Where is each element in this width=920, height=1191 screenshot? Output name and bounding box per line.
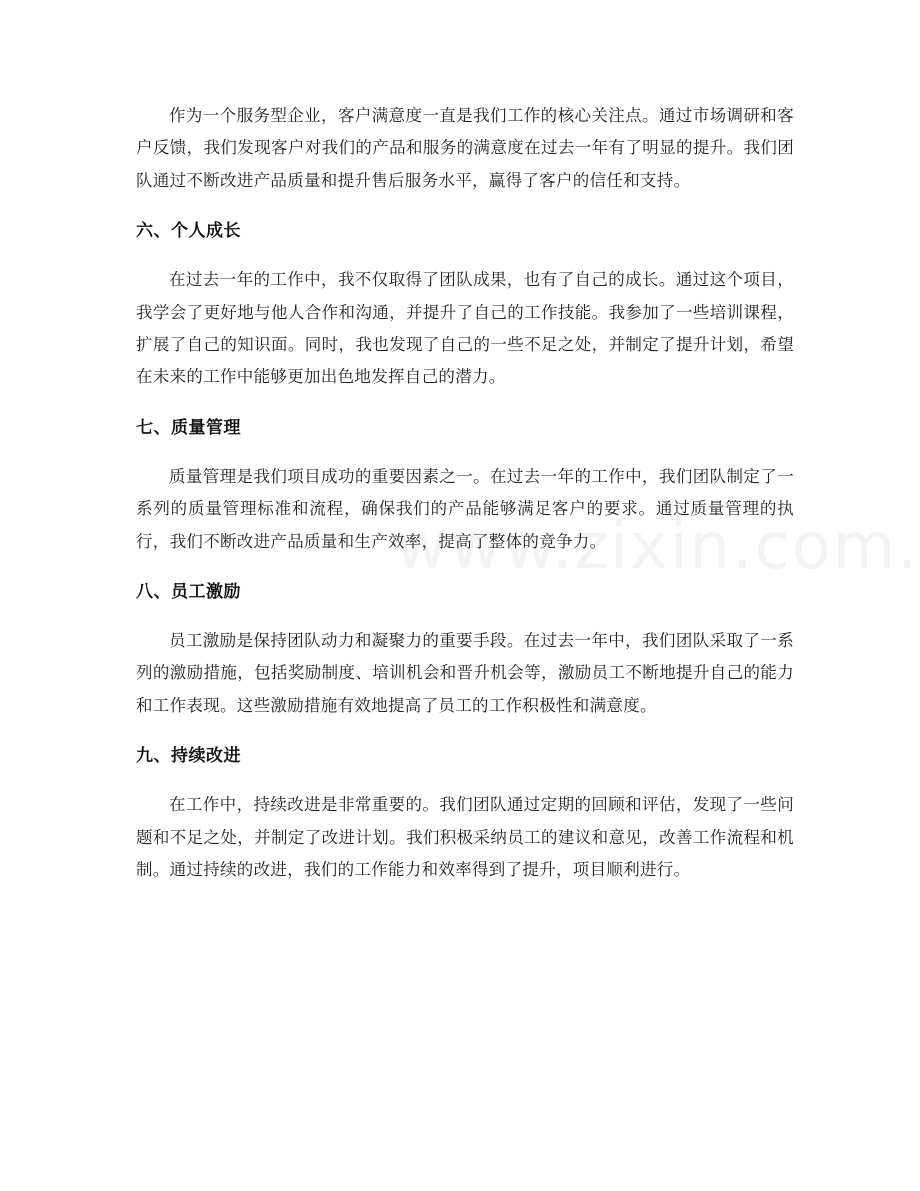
paragraph-employee-incentive: 员工激励是保持团队动力和凝聚力的重要手段。在过去一年中，我们团队采取了一系列的激励措施，包括奖励制度、培训机会和晋升机会等，激励员工不断地提升自己的能力和工作表现。这些激励措施有效地提高了员工的工作积极性和满意度。 xyxy=(136,631,794,715)
paragraph-quality-management: 质量管理是我们项目成功的重要因素之一。在过去一年的工作中，我们团队制定了一系列的质量管理标准和流程，确保我们的产品能够满足客户的要求。通过质量管理的执行，我们不断改进产品质量和生产效率，提高了整体的竞争力。 xyxy=(136,466,794,551)
heading-quality-management: 七、质量管理 xyxy=(136,417,241,438)
heading-employee-incentive: 八、员工激励 xyxy=(136,582,241,603)
heading-continuous-improvement: 九、持续改进 xyxy=(136,746,241,767)
document-body xyxy=(136,100,794,887)
paragraph-intro: 作为一个服务型企业，客户满意度一直是我们工作的核心关注点。通过市场调研和客户反馈，我们发现客户对我们的产品和服务的满意度在过去一年有了明显的提升。我们团队通过不断改进产品质量和提升售后服务水平，赢得了客户的信任和支持。 xyxy=(136,106,794,190)
paragraph-personal-growth: 在过去一年的工作中，我不仅取得了团队成果，也有了自己的成长。通过这个项目，我学会了更好地与他人合作和沟通，并提升了自己的工作技能。我参加了一些培训课程，扩展了自己的知识面。同时，我也发现了自己的一些不足之处，并制定了提升计划，希望在未来的工作中能够更加出色地发挥自己的潜力。 xyxy=(136,270,794,387)
heading-personal-growth: 六、个人成长 xyxy=(136,221,241,242)
paragraph-continuous-improvement: 在工作中，持续改进是非常重要的。我们团队通过定期的回顾和评估，发现了一些问题和不足之处，并制定了改进计划。我们积极采纳员工的建议和意见，改善工作流程和机制。通过持续的改进，我们的工作能力和效率得到了提升，项目顺利进行。 xyxy=(136,795,794,880)
